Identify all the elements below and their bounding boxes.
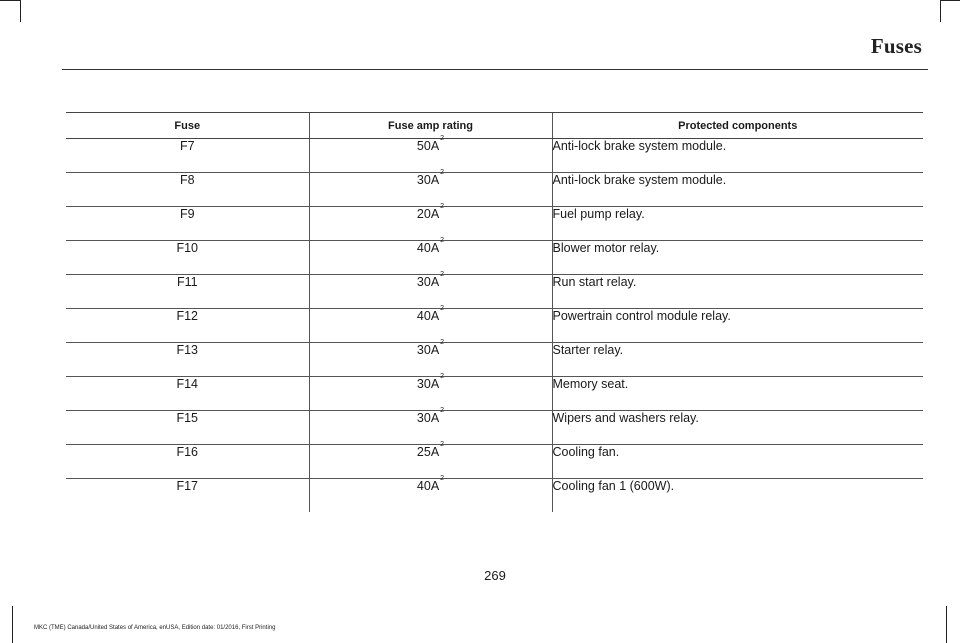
table-row bbox=[66, 173, 923, 207]
footnote-marker: 2 bbox=[440, 407, 445, 414]
protected-cell: Blower motor relay. bbox=[552, 241, 923, 275]
column-header-fuse: Fuse bbox=[66, 113, 309, 139]
page-number: 269 bbox=[484, 568, 506, 583]
protected-cell: Run start relay. bbox=[552, 275, 923, 309]
table-row bbox=[66, 411, 923, 445]
fuse-cell: F11 bbox=[66, 275, 309, 309]
amp-value: 40A bbox=[416, 479, 440, 493]
amp-cell bbox=[309, 271, 552, 309]
fuse-cell: F9 bbox=[66, 207, 309, 241]
table-row bbox=[66, 275, 923, 309]
amp-value: 40A bbox=[416, 309, 440, 323]
fuse-cell: F13 bbox=[66, 343, 309, 377]
protected-cell: Starter relay. bbox=[552, 343, 923, 377]
amp-cell bbox=[309, 373, 552, 411]
page-title: Fuses bbox=[870, 34, 922, 58]
footnote-marker: 2 bbox=[440, 441, 445, 448]
fuse-cell: F7 bbox=[66, 139, 309, 173]
footnote-marker: 2 bbox=[440, 373, 445, 380]
crop-mark-top-left bbox=[20, 0, 21, 22]
footnote-marker: 2 bbox=[440, 135, 445, 142]
protected-cell: Anti-lock brake system module. bbox=[552, 139, 923, 173]
protected-cell: Memory seat. bbox=[552, 377, 923, 411]
column-header-amp: Fuse amp rating bbox=[309, 113, 552, 139]
amp-cell bbox=[309, 169, 552, 207]
amp-cell bbox=[309, 441, 552, 479]
crop-mark-top-right bbox=[940, 0, 941, 22]
crop-mark-bottom-left bbox=[12, 606, 13, 643]
footnote-marker: 2 bbox=[440, 169, 445, 176]
footnote-marker: 2 bbox=[440, 305, 445, 312]
crop-mark-bottom-right bbox=[946, 606, 947, 643]
fuse-cell: F8 bbox=[66, 173, 309, 207]
fuse-cell: F12 bbox=[66, 309, 309, 343]
fuse-table bbox=[66, 112, 923, 512]
header-rule bbox=[62, 69, 928, 70]
table-row bbox=[66, 377, 923, 411]
table-header-row bbox=[66, 113, 923, 139]
footnote-marker: 2 bbox=[440, 203, 445, 210]
table-row bbox=[66, 139, 923, 173]
amp-cell bbox=[309, 407, 552, 445]
protected-cell: Wipers and washers relay. bbox=[552, 411, 923, 445]
protected-cell: Fuel pump relay. bbox=[552, 207, 923, 241]
crop-mark-top-right bbox=[940, 0, 960, 1]
table-row bbox=[66, 479, 923, 513]
amp-cell bbox=[309, 305, 552, 343]
table-row bbox=[66, 445, 923, 479]
amp-value: 25A bbox=[416, 445, 440, 459]
amp-cell bbox=[309, 237, 552, 275]
protected-cell: Cooling fan. bbox=[552, 445, 923, 479]
amp-value: 20A bbox=[416, 207, 440, 221]
fuse-cell: F15 bbox=[66, 411, 309, 445]
amp-cell bbox=[309, 203, 552, 241]
amp-value: 50A bbox=[416, 139, 440, 153]
footnote-marker: 2 bbox=[440, 237, 445, 244]
protected-cell: Cooling fan 1 (600W). bbox=[552, 479, 923, 513]
amp-value: 40A bbox=[416, 241, 440, 255]
crop-mark-top-left bbox=[0, 0, 20, 1]
protected-cell: Powertrain control module relay. bbox=[552, 309, 923, 343]
footnote-marker: 2 bbox=[440, 475, 445, 482]
amp-value: 30A bbox=[416, 343, 440, 357]
fuse-cell: F17 bbox=[176, 479, 199, 493]
amp-value: 30A bbox=[416, 275, 440, 289]
fuse-cell: F14 bbox=[66, 377, 309, 411]
table-row bbox=[66, 309, 923, 343]
footnote-marker: 2 bbox=[440, 271, 445, 278]
protected-cell: Anti-lock brake system module. bbox=[552, 173, 923, 207]
amp-value: 30A bbox=[416, 377, 440, 391]
table-row bbox=[66, 343, 923, 377]
column-header-protected: Protected components bbox=[552, 113, 923, 139]
edition-footer: MKC (TME) Canada/United States of America, enUSA, Edition date: 01/2016, First Printing bbox=[34, 625, 276, 631]
footnote-marker: 2 bbox=[440, 339, 445, 346]
table-row bbox=[66, 207, 923, 241]
amp-cell bbox=[309, 475, 552, 513]
fuse-cell: F10 bbox=[66, 241, 309, 275]
amp-cell bbox=[309, 339, 552, 377]
amp-cell bbox=[309, 135, 552, 173]
fuse-cell: F16 bbox=[66, 445, 309, 479]
amp-value: 30A bbox=[416, 173, 440, 187]
amp-value: 30A bbox=[416, 411, 440, 425]
table-row bbox=[66, 241, 923, 275]
